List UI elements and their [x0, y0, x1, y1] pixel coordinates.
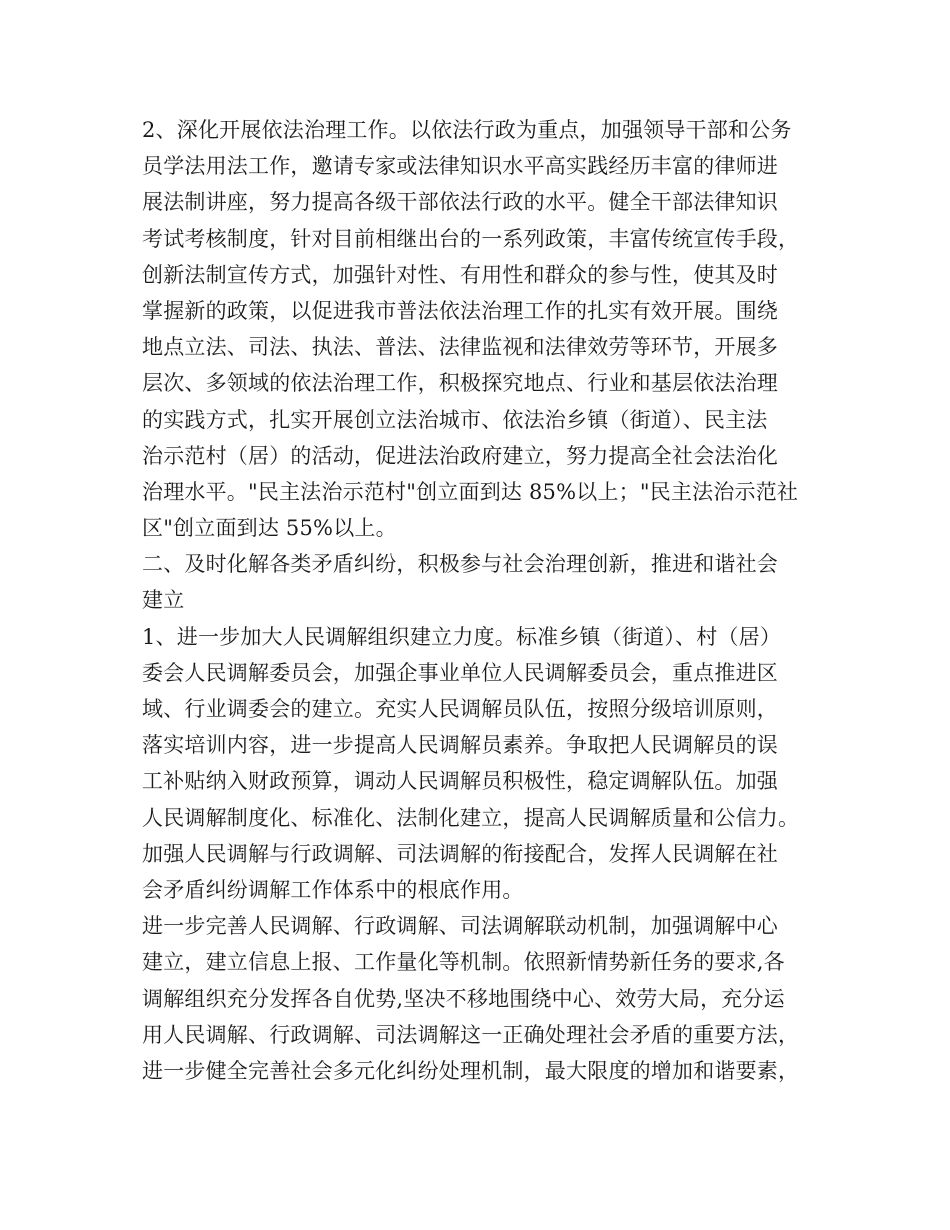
text-line: 建立，建立信息上报、工作量化等机制。依照新情势新任务的要求,各 [142, 950, 785, 975]
text-line: 委会人民调解委员会，加强企事业单位人民调解委员会，重点推进区 [142, 660, 778, 685]
text-line: 地点立法、司法、执法、普法、法律监视和法律效劳等环节，开展多 [142, 335, 778, 360]
text-line: 治示范村（居）的活动，促进法治政府建立，努力提高全社会法治化 [142, 443, 778, 468]
text-line: 治理水平。"民主法治示范村"创立面到达 85%以上；"民主法治示范社 [142, 479, 799, 504]
text-line: 掌握新的政策，以促进我市普法依法治理工作的扎实有效开展。围绕 [142, 298, 778, 323]
text-line: 进一步完善人民调解、行政调解、司法调解联动机制，加强调解中心 [142, 914, 778, 939]
document-body [142, 112, 832, 1089]
text-line: 会矛盾纠纷调解工作体系中的根底作用。 [142, 877, 524, 902]
text-line: 域、行业调委会的建立。充实人民调解员队伍，按照分级培训原则， [142, 697, 778, 721]
section-heading-line: 二、及时化解各类矛盾纠纷，积极参与社会治理创新，推进和谐社会 [142, 552, 778, 577]
text-line: 人民调解制度化、标准化、法制化建立，提高人民调解质量和公信力。 [142, 805, 800, 830]
text-line: 展法制讲座，努力提高各级干部依法行政的水平。健全干部法律知识 [142, 190, 778, 215]
text-line: 进一步健全完善社会多元化纠纷处理机制，最大限度的增加和谐要素， [142, 1058, 800, 1083]
text-line: 的实践方式，扎实开展创立法治城市、依法治乡镇（街道）、民主法 [142, 407, 768, 432]
text-line: 区"创立面到达 55%以上。 [142, 516, 397, 541]
text-line: 落实培训内容，进一步提高人民调解员素养。争取把人民调解员的误 [142, 733, 778, 758]
text-line: 考试考核制度，针对目前相继出台的一系列政策，丰富传统宣传手段， [142, 226, 800, 251]
text-line: 工补贴纳入财政预算，调动人民调解员积极性，稳定调解队伍。加强 [142, 769, 778, 794]
text-line: 调解组织充分发挥各自优势,坚决不移地围绕中心、效劳大局，充分运 [142, 986, 785, 1011]
text-line: 创新法制宣传方式，加强针对性、有用性和群众的参与性，使其及时 [142, 262, 778, 287]
text-line: 2、深化开展依法治理工作。以依法行政为重点，加强领导干部和公务 [142, 118, 792, 142]
section-heading-line: 建立 [142, 588, 185, 613]
text-line: 用人民调解、行政调解、司法调解这一正确处理社会矛盾的重要方法， [142, 1022, 800, 1047]
text-line: 层次、多领域的依法治理工作，积极探究地点、行业和基层依法治理 [142, 371, 778, 396]
text-line: 加强人民调解与行政调解、司法调解的衔接配合，发挥人民调解在社 [142, 841, 778, 866]
text-line: 员学法用法工作，邀请专家或法律知识水平高实践经历丰富的律师进 [142, 154, 778, 179]
text-line: 1、进一步加大人民调解组织建立力度。标准乡镇（街道）、村（居） [142, 624, 782, 649]
